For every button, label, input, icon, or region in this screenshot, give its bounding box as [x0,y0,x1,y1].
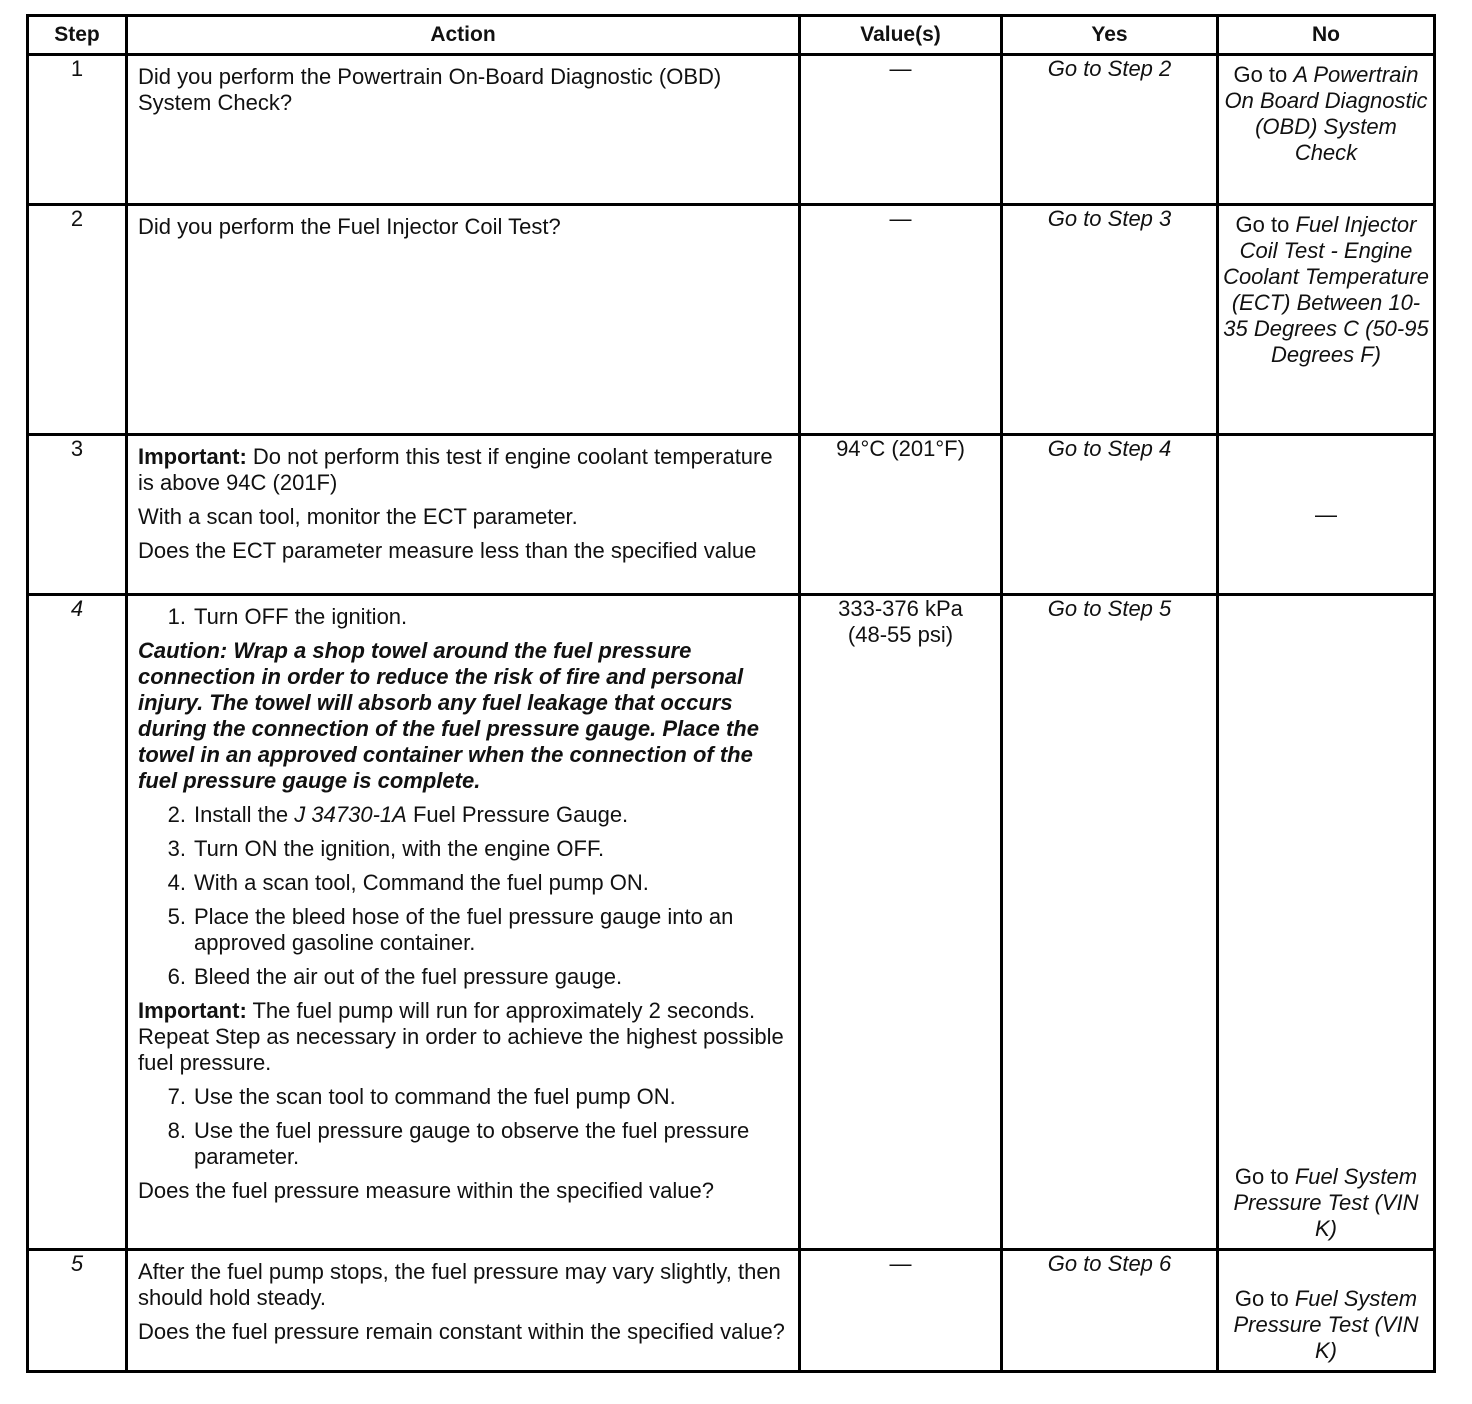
list-item [138,904,788,956]
yes-cell: Go to Step 5 [1002,595,1218,1250]
important-note [138,998,788,1076]
no-prefix: Go to [1234,1286,1289,1311]
important-note [138,444,788,496]
tool-number: J 34730-1A [294,802,407,827]
list-item [138,1084,788,1110]
item-text: Turn OFF the ignition. [194,604,408,629]
item-number: 8. [167,1118,186,1143]
yes-cell: Go to Step 4 [1002,435,1218,595]
table-row [28,205,1435,435]
table-row [28,595,1435,1250]
header-action: Action [127,16,800,55]
important-label: Important: [138,998,247,1023]
value-line: 333-376 kPa [838,596,963,621]
yes-cell: Go to Step 2 [1002,55,1218,205]
list-item [138,836,788,862]
diagnostic-table [26,14,1436,1373]
no-prefix: Go to [1235,212,1290,237]
item-text-post: Fuel Pressure Gauge. [412,802,629,827]
list-item [138,870,788,896]
value-cell: — [800,1250,1002,1372]
list-item [138,604,788,630]
item-number: 6. [167,964,186,989]
action-text: With a scan tool, monitor the ECT parameter. [138,504,578,529]
no-cell: — [1218,435,1435,595]
no-link[interactable]: Fuel System Pressure Test (VIN K) [1233,1164,1419,1241]
important-text: The fuel pump will run for approximately 2 seconds. Repeat Step as necessary in order to achieve the highest possible fuel pressure. [138,998,784,1075]
step-number: 3 [28,435,127,595]
item-number: 7. [167,1084,186,1109]
step-number: 2 [28,205,127,435]
no-prefix: Go to [1233,62,1288,87]
procedure-list [138,1084,788,1170]
action-text: Did you perform the Powertrain On-Board Diagnostic (OBD) System Check? [138,64,722,115]
action-question: Does the fuel pressure measure within the specified value? [138,1178,714,1203]
list-item [138,964,788,990]
header-no: No [1218,16,1435,55]
item-text: Use the fuel pressure gauge to observe the fuel pressure parameter. [194,1118,750,1169]
item-text: Bleed the air out of the fuel pressure gauge. [194,964,623,989]
item-text: Use the scan tool to command the fuel pump ON. [194,1084,676,1109]
value-cell: 94°C (201°F) [800,435,1002,595]
action-text: After the fuel pump stops, the fuel pressure may vary slightly, then should hold steady. [138,1259,781,1310]
item-text-pre: Install the [194,802,289,827]
caution-note: Caution: Wrap a shop towel around the fuel pressure connection in order to reduce the risk of fire and personal injury. The towel will absorb any fuel leakage that occurs during the connection of the fuel pressure gauge. Place the towel in an approved container when the connection of the fuel pressure gauge is complete. [138,638,759,793]
action-cell [127,1250,800,1372]
value-cell: — [800,205,1002,435]
header-yes: Yes [1002,16,1218,55]
list-item [138,802,788,828]
action-question: Does the fuel pressure remain constant within the specified value? [138,1319,785,1344]
action-text: Did you perform the Fuel Injector Coil Test? [138,214,561,239]
no-link[interactable]: A Powertrain On Board Diagnostic (OBD) System Check [1224,62,1428,165]
item-text [194,802,788,828]
no-prefix: Go to [1234,1164,1289,1189]
step-number: 5 [28,1250,127,1372]
step-number: 4 [28,595,127,1250]
item-text: Place the bleed hose of the fuel pressure gauge into an approved gasoline container. [194,904,734,955]
value-cell [800,595,1002,1250]
action-cell [127,205,800,435]
list-item [138,1118,788,1170]
action-cell [127,435,800,595]
item-number: 2. [167,802,186,827]
step-number: 1 [28,55,127,205]
no-cell [1218,1250,1435,1372]
table-row [28,55,1435,205]
header-values: Value(s) [800,16,1002,55]
no-cell [1218,55,1435,205]
procedure-list [138,604,788,630]
header-row [28,16,1435,55]
item-number: 5. [167,904,186,929]
item-text: Turn ON the ignition, with the engine OFF. [194,836,605,861]
table-row [28,435,1435,595]
action-cell [127,55,800,205]
procedure-list [138,802,788,990]
no-link[interactable]: Fuel Injector Coil Test - Engine Coolant Temperature (ECT) Between 10-35 Degrees C (50-95 Degrees F) [1223,212,1429,367]
action-question: Does the ECT parameter measure less than the specified value [138,538,757,563]
table-row [28,1250,1435,1372]
item-number: 3. [167,836,186,861]
item-text: With a scan tool, Command the fuel pump ON. [194,870,649,895]
important-text: Do not perform this test if engine coolant temperature is above 94C (201F) [138,444,773,495]
item-number: 4. [167,870,186,895]
no-cell [1218,205,1435,435]
no-link[interactable]: Fuel System Pressure Test (VIN K) [1233,1286,1419,1363]
yes-cell: Go to Step 3 [1002,205,1218,435]
yes-cell: Go to Step 6 [1002,1250,1218,1372]
item-number: 1. [167,604,186,629]
value-cell: — [800,55,1002,205]
important-label: Important: [138,444,247,469]
header-step: Step [28,16,127,55]
action-cell [127,595,800,1250]
value-line: (48-55 psi) [847,622,954,647]
no-cell [1218,595,1435,1250]
